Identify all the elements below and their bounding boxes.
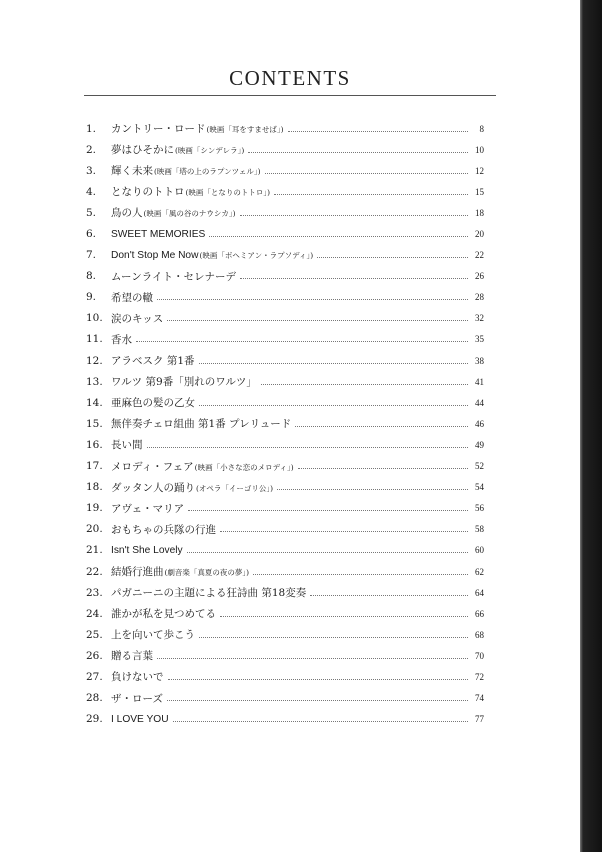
entry-page-number: 41: [475, 376, 484, 387]
entry-number: 24.: [86, 607, 103, 620]
entry-title: [111, 627, 195, 642]
entry-title: [111, 249, 313, 261]
entry-title-main: Don't Stop Me Now: [111, 250, 199, 262]
entry-page-number: 52: [475, 461, 484, 472]
entry-title-main: カントリー・ロード: [111, 123, 206, 136]
toc-entry[interactable]: [86, 118, 484, 139]
entry-title: [111, 374, 257, 389]
entry-title-main: 夢はひそかに: [111, 144, 174, 157]
toc-entry[interactable]: [86, 709, 484, 730]
dot-leader: [209, 235, 468, 237]
entry-number: 21.: [86, 544, 103, 557]
entry-title-note: (映画「小さな恋のメロディ」): [194, 462, 294, 472]
entry-title-main: 結婚行進曲: [111, 566, 164, 579]
entry-page-number: 26: [475, 271, 484, 282]
entry-page-number: 60: [475, 545, 484, 556]
entry-number: 27.: [86, 670, 103, 683]
entry-page-number: 54: [475, 482, 484, 493]
toc-entry[interactable]: [86, 666, 484, 687]
entry-title-main: 長い間: [111, 439, 143, 452]
toc-entry[interactable]: [86, 245, 484, 266]
entry-title-main: 上を向いて歩こう: [111, 629, 195, 642]
entry-title-note: (劇音楽「真夏の夜の夢」): [164, 568, 250, 578]
dot-leader: [199, 636, 468, 638]
entry-page-number: 35: [475, 334, 484, 345]
entry-number: 18.: [86, 481, 103, 494]
entry-number: 22.: [86, 565, 103, 578]
entry-page-number: 44: [475, 397, 484, 408]
dot-leader: [157, 657, 468, 659]
toc-entry[interactable]: [86, 202, 484, 223]
title-rule: [84, 95, 496, 96]
toc-entry[interactable]: [86, 329, 484, 350]
entry-title-main: 涙のキッス: [111, 312, 164, 325]
entry-title: [111, 564, 249, 579]
entry-title-main: ダッタン人の踊り: [111, 481, 195, 494]
entry-title-main: アラベスク 第1番: [111, 355, 195, 368]
entry-number: 17.: [86, 460, 103, 473]
dot-leader: [253, 573, 468, 575]
entry-number: 28.: [86, 692, 103, 705]
entry-title-main: Isn't She Lovely: [111, 545, 183, 557]
dot-leader: [147, 446, 469, 448]
toc-entry[interactable]: [86, 392, 484, 413]
dot-leader: [157, 298, 468, 300]
dot-leader: [310, 594, 468, 596]
entry-title: [111, 669, 164, 684]
dot-leader: [240, 277, 468, 279]
dot-leader: [288, 130, 468, 132]
entry-number: 5.: [86, 206, 97, 219]
dot-leader: [220, 530, 468, 532]
entry-page-number: 68: [475, 629, 484, 640]
entry-page-number: 74: [475, 693, 484, 704]
entry-title: [111, 228, 205, 240]
toc-entry[interactable]: [86, 456, 484, 477]
entry-page-number: 70: [475, 650, 484, 661]
entry-number: 8.: [86, 270, 97, 283]
dot-leader: [168, 678, 469, 680]
entry-page-number: 46: [475, 418, 484, 429]
entry-title-main: 鳥の人: [111, 207, 143, 220]
dot-leader: [199, 362, 468, 364]
dot-leader: [298, 467, 468, 469]
entry-page-number: 56: [475, 503, 484, 514]
entry-title: [111, 353, 195, 368]
dot-leader: [136, 340, 468, 342]
toc-entry[interactable]: [86, 540, 484, 561]
entry-title-main: ザ・ローズ: [111, 692, 163, 705]
page-binding-edge: [580, 0, 602, 852]
entry-page-number: 66: [475, 608, 484, 619]
entry-title: [111, 142, 244, 157]
dot-leader: [199, 404, 468, 406]
toc-entry[interactable]: [86, 413, 484, 434]
entry-number: 2.: [86, 143, 97, 156]
entry-number: 12.: [86, 354, 103, 367]
entry-number: 29.: [86, 713, 103, 726]
entry-number: 9.: [86, 291, 97, 304]
entry-title-main: 輝く未来: [111, 165, 153, 178]
entry-page-number: 15: [475, 186, 484, 197]
dot-leader: [240, 214, 468, 216]
entry-page-number: 49: [475, 439, 484, 450]
entry-page-number: 28: [475, 292, 484, 303]
entry-number: 26.: [86, 649, 103, 662]
entry-title-main: メロディ・フェア: [111, 460, 194, 473]
entry-number: 7.: [86, 249, 97, 262]
dot-leader: [261, 383, 468, 385]
page-title: CONTENTS: [229, 66, 351, 90]
toc-entry[interactable]: [86, 371, 484, 392]
toc-entry[interactable]: [86, 645, 484, 666]
entry-title: [111, 395, 195, 410]
table-of-contents: [86, 118, 484, 730]
entry-number: 3.: [86, 164, 97, 177]
entry-number: 20.: [86, 523, 103, 536]
entry-title-note: (オペラ「イーゴリ公」): [196, 483, 274, 493]
entry-title: [111, 205, 236, 220]
toc-entry[interactable]: [86, 434, 484, 455]
entry-title-note: (映画「風の谷のナウシカ」): [143, 209, 236, 219]
entry-page-number: 32: [475, 313, 484, 324]
toc-entry[interactable]: [86, 266, 484, 287]
entry-title-main: パガニーニの主題による狂詩曲 第18変奏: [111, 587, 307, 600]
entry-title-note: (映画「ボヘミアン・ラプソディ」): [199, 251, 314, 261]
entry-title: [111, 459, 294, 474]
entry-title-main: 無伴奏チェロ組曲 第1番 プレリュード: [111, 418, 292, 431]
entry-page-number: 64: [475, 587, 484, 598]
entry-title: [111, 585, 306, 600]
entry-title-main: SWEET MEMORIES: [111, 229, 206, 241]
toc-entry[interactable]: [86, 160, 484, 181]
entry-number: 15.: [86, 417, 103, 430]
toc-entry[interactable]: [86, 350, 484, 371]
dot-leader: [188, 509, 468, 511]
toc-entry[interactable]: [86, 181, 484, 202]
entry-title-main: 亜麻色の髪の乙女: [111, 397, 195, 410]
entry-number: 11.: [86, 333, 103, 346]
dot-leader: [220, 615, 468, 617]
entry-title: [111, 269, 236, 284]
entry-title-main: ムーンライト・セレナーデ: [111, 270, 236, 283]
entry-number: 4.: [86, 185, 97, 198]
entry-title: [111, 332, 132, 347]
entry-title-note: (映画「塔の上のラプンツェル」): [154, 167, 261, 177]
entry-title: [111, 480, 273, 495]
dot-leader: [317, 256, 468, 258]
entry-number: 6.: [86, 228, 97, 241]
entry-page-number: 72: [475, 671, 484, 682]
toc-entry[interactable]: [86, 582, 484, 603]
dot-leader: [167, 699, 468, 701]
entry-page-number: 8: [479, 123, 484, 134]
dot-leader: [277, 488, 468, 490]
entry-title: [111, 713, 169, 725]
entry-number: 14.: [86, 396, 103, 409]
entry-page-number: 18: [475, 207, 484, 218]
entry-title-main: となりのトトロ: [111, 186, 185, 199]
entry-title: [111, 501, 184, 516]
entry-page-number: 12: [475, 165, 484, 176]
entry-number: 10.: [86, 312, 103, 325]
entry-number: 1.: [86, 122, 97, 135]
entry-title: [111, 437, 143, 452]
dot-leader: [173, 720, 468, 722]
entry-title-main: 香水: [111, 333, 132, 346]
entry-title-main: 誰かが私を見つめてる: [111, 608, 216, 621]
toc-entry[interactable]: [86, 561, 484, 582]
entry-title-main: 希望の轍: [111, 291, 153, 304]
entry-title-note: (映画「シンデレラ」): [175, 146, 245, 156]
entry-number: 19.: [86, 502, 103, 515]
entry-page-number: 62: [475, 566, 484, 577]
entry-title: [111, 416, 291, 431]
toc-entry[interactable]: [86, 688, 484, 709]
entry-title-main: ワルツ 第9番「別れのワルツ」: [111, 376, 257, 389]
toc-entry[interactable]: [86, 287, 484, 308]
entry-page-number: 77: [475, 714, 484, 725]
entry-title: [111, 544, 183, 556]
entry-title-main: 贈る言葉: [111, 650, 153, 663]
toc-entry[interactable]: [86, 603, 484, 624]
entry-title: [111, 311, 163, 326]
toc-entry[interactable]: [86, 624, 484, 645]
entry-title: [111, 184, 270, 199]
dot-leader: [187, 551, 468, 553]
entry-title-note: (映画「となりのトトロ」): [185, 188, 271, 198]
toc-entry[interactable]: [86, 498, 484, 519]
entry-title-main: おもちゃの兵隊の行進: [111, 523, 216, 536]
entry-number: 23.: [86, 586, 103, 599]
entry-page-number: 20: [475, 229, 484, 240]
entry-title-note: (映画「耳をすませば」): [206, 125, 284, 135]
toc-entry[interactable]: [86, 308, 484, 329]
dot-leader: [248, 151, 468, 153]
entry-title: [111, 606, 216, 621]
entry-title-main: I LOVE YOU: [111, 714, 169, 726]
entry-title: [111, 648, 153, 663]
entry-number: 13.: [86, 375, 103, 388]
entry-title: [111, 121, 284, 136]
entry-title: [111, 691, 163, 706]
toc-entry[interactable]: [86, 223, 484, 244]
entry-page-number: 38: [475, 355, 484, 366]
entry-title: [111, 522, 216, 537]
dot-leader: [265, 172, 468, 174]
toc-entry[interactable]: [86, 519, 484, 540]
entry-page-number: 58: [475, 524, 484, 535]
entry-page-number: 10: [475, 144, 484, 155]
entry-title-main: アヴェ・マリア: [111, 502, 185, 515]
toc-entry[interactable]: [86, 139, 484, 160]
entry-title-main: 負けないで: [111, 671, 164, 684]
entry-title: [111, 290, 153, 305]
dot-leader: [167, 319, 468, 321]
entry-page-number: 22: [475, 250, 484, 261]
dot-leader: [274, 193, 468, 195]
entry-title: [111, 163, 261, 178]
entry-number: 25.: [86, 628, 103, 641]
toc-entry[interactable]: [86, 477, 484, 498]
dot-leader: [295, 425, 468, 427]
entry-number: 16.: [86, 438, 103, 451]
